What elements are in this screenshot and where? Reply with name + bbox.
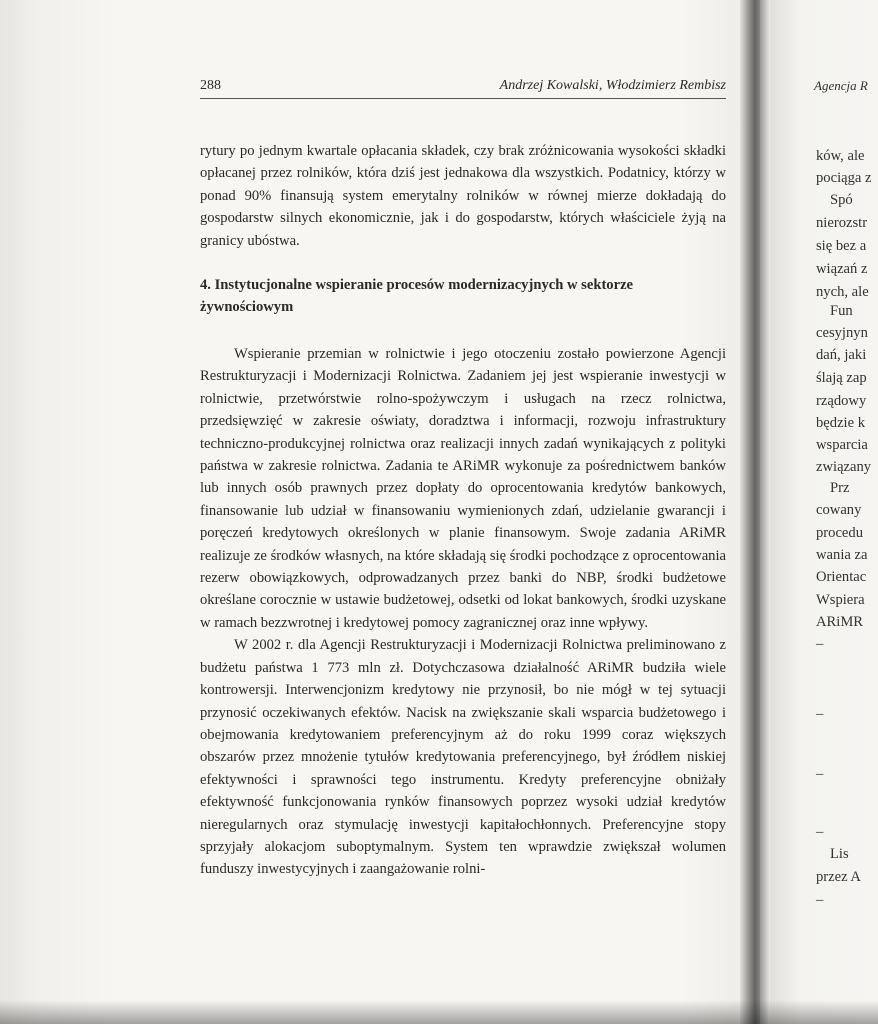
next-page-line: ków, ale <box>816 148 865 164</box>
next-page-line: procedu <box>816 525 864 541</box>
next-page-line: nierozstr <box>816 215 868 231</box>
next-page-running-head: Agencja R <box>814 78 868 93</box>
next-page-line: – <box>816 766 824 782</box>
next-page-line: będzie k <box>816 415 866 431</box>
scan-bottom-edge <box>0 1000 878 1024</box>
body-text <box>200 343 726 881</box>
paragraph-1 <box>200 140 726 252</box>
next-page-line: Orientac <box>816 569 867 585</box>
paragraph-1-text: rytury po jednym kwartale opłacania składek, czy brak zróżnicowania wysokości składki opłacanej przez rolników, która dziś jest jednakowa dla wszystkich. Podatnicy, którzy w ponad 90% finansują system emerytalny rolników w równej mierze dokładają do gospodarstw silnych ekonomicznie, jak i do gospodarstw, których właściciele żyją na granicy ubóstwa. <box>200 143 726 249</box>
next-page-line: Lis <box>830 846 849 862</box>
next-page-line: wiązań z <box>816 261 868 277</box>
next-page-line: Spó <box>830 192 853 208</box>
next-page-line: ślają zap <box>816 370 867 386</box>
next-page-line: Wspiera <box>816 592 865 608</box>
next-page-line: się bez a <box>816 238 867 254</box>
next-page-line: wania za <box>816 547 868 563</box>
next-page-line: ARiMR <box>816 614 864 630</box>
next-page-line: rządowy <box>816 393 867 409</box>
paragraph-3: W 2002 r. dla Agencji Restrukturyzacji i Modernizacji Rolnictwa preliminowano z budżetu państwa 1 773 mln zł. Dotychczasowa działalność ARiMR budziła wiele kontrowersji. Interwencjonizm kredytowy nie przynosił, bo nie mógł w tej sytuacji przynosić oczekiwanych efektów. Nacisk na zwiększanie skali wsparcia budżetowego i obejmowania kredytowaniem preferencyjnym aż do roku 1999 coraz większych obszarów przez mnożenie tytułów kredytowania preferencyjnego, był źródłem niskiej efektywności i sprawności tego instrumentu. Kredyty preferencyjne obniżały efektywność funkcjonowania rynków finansowych poprzez wysoki udział kredytów nieregularnych oraz stymulację inwestycji kapitałochłonnych. Preferencyjne stopy sprzyjały alokacjom suboptymalnym. System ten wprawdzie zwiększał wolumen funduszy inwestycyjnych i zaangażowanie rolni- <box>200 637 726 878</box>
next-page-line: Fun <box>830 303 853 319</box>
next-page-line: cowany <box>816 502 862 518</box>
next-page-line: – <box>816 824 824 840</box>
next-page-line: wsparcia <box>816 437 868 453</box>
next-page-line: Prz <box>830 480 850 496</box>
next-page-line: przez A <box>816 869 861 885</box>
next-page-line: nych, ale <box>816 284 869 300</box>
next-page-line: cesyjnyn <box>816 325 868 341</box>
page-number: 288 <box>200 78 221 93</box>
next-page-line: – <box>816 636 824 652</box>
next-page-line: pociąga z <box>816 170 872 186</box>
book-binding-shadow <box>740 0 770 1024</box>
book-page-right <box>770 0 878 1024</box>
paragraph-2: Wspieranie przemian w rolnictwie i jego otoczeniu zostało powierzone Agencji Restrukturyzacji i Modernizacji Rolnictwa. Zadaniem jej jest wspieranie inwestycji w rolnictwie, przetwórstwie rolno-spożywczym i usługach na rzecz rolnictwa, przedsięwzięć w zakresie oświaty, doradztwa i informacji, rozwoju infrastruktury techniczno-produkcyjnej rolnictwa oraz realizacji innych zadań wynikających z polityki państwa w zakresie rolnictwa. Zadania te ARiMR wykonuje za pośrednictwem banków lub innych osób prawnych przez dopłaty do oprocentowania kredytów bankowych, finansowanie lub udział w finansowaniu wymienionych zdań, udzielanie gwarancji i poręczeń kredytowych określonych w planie finansowym. Swoje zadania ARiMR realizuje ze środków własnych, na które składają się środki pochodzące z oprocentowania rezerw obowiązkowych, odprowadzanych przez banki do NBP, środki budżetowe określane corocznie w ustawie budżetowej, odsetki od lokat bankowych, środki uzyskane w ramach bezzwrotnej i kredytowej pomocy zagranicznej oraz inne wpływy. <box>200 346 726 631</box>
next-page-line: – <box>816 892 824 908</box>
next-page-line: dań, jaki <box>816 347 867 363</box>
next-page-line: związany <box>816 459 872 475</box>
next-page-line: – <box>816 706 824 722</box>
running-head: Andrzej Kowalski, Włodzimierz Rembisz <box>499 78 726 93</box>
section-title: 4. Instytucjonalne wspieranie procesów modernizacyjnych w sektorze żywnościowym <box>200 277 634 315</box>
page-header <box>200 78 726 99</box>
